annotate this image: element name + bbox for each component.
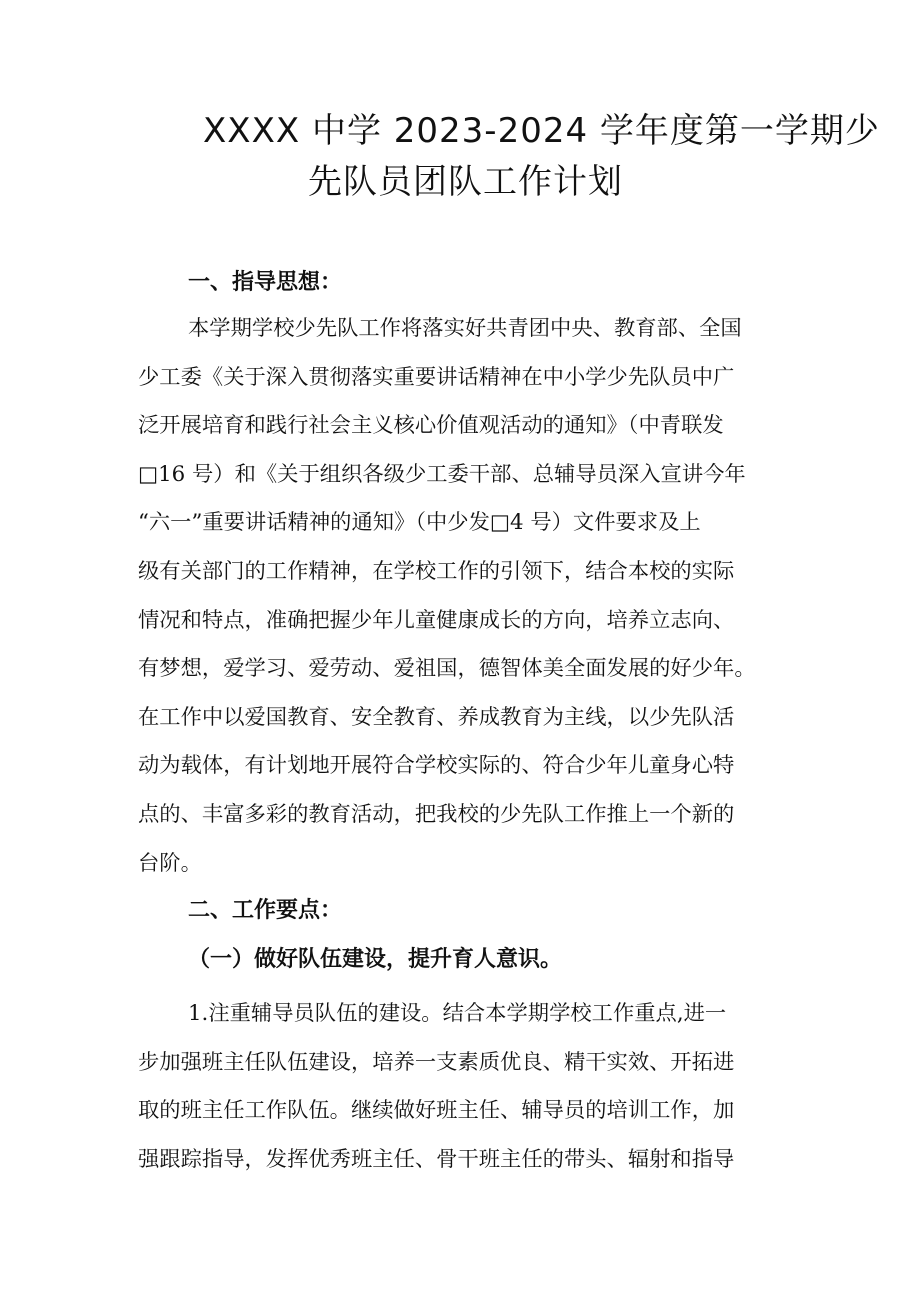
- paragraph-line: 少工委《关于深入贯彻落实重要讲话精神在中小学少先队员中广: [138, 364, 735, 390]
- paragraph-line: □16 号）和《关于组织各级少工委干部、总辅导员深入宣讲今年: [138, 461, 746, 487]
- paragraph-line: 有梦想，爱学习、爱劳动、爱祖国，德智体美全面发展的好少年。: [138, 656, 756, 682]
- paragraph-guiding-ideology: [138, 305, 798, 888]
- paragraph-line: 取的班主任工作队伍。继续做好班主任、辅导员的培训工作，加: [138, 1098, 735, 1124]
- paragraph-line: 1.注重辅导员队伍的建设。结合本学期学校工作重点,进一: [188, 1001, 727, 1026]
- paragraph-line: 强跟踪指导，发挥优秀班主任、骨干班主任的带头、辐射和指导: [138, 1146, 735, 1172]
- paragraph-line: 点的、丰富多彩的教育活动，把我校的少先队工作推上一个新的: [138, 801, 735, 827]
- paragraph-line: 动为载体，有计划地开展符合学校实际的、符合少年儿童身心特: [138, 753, 735, 779]
- document-title-line-1: XXXX 中学 2023-2024 学年度第一学期少: [203, 111, 880, 151]
- subsection-heading-team-building: （一）做好队伍建设，提升育人意识。: [188, 946, 563, 972]
- paragraph-line: 步加强班主任队伍建设，培养一支素质优良、精干实效、开拓进: [138, 1049, 735, 1075]
- section-heading-work-points: 二、工作要点：: [188, 898, 343, 923]
- paragraph-line: “六一”重要讲话精神的通知》（中少发□4 号）文件要求及上: [138, 510, 701, 536]
- paragraph-counselor-team: [138, 990, 798, 1184]
- paragraph-line: 台阶。: [138, 850, 202, 876]
- section-heading-guiding-ideology: 一、指导思想：: [188, 270, 343, 295]
- paragraph-line: 级有关部门的工作精神，在学校工作的引领下，结合本校的实际: [138, 558, 735, 584]
- paragraph-line: 本学期学校少先队工作将落实好共青团中央、教育部、全国: [188, 316, 742, 341]
- paragraph-line: 情况和特点，准确把握少年儿童健康成长的方向，培养立志向、: [138, 607, 735, 633]
- paragraph-line: 在工作中以爱国教育、安全教育、养成教育为主线，以少先队活: [138, 704, 735, 730]
- document-title-line-2: 先队员团队工作计划: [308, 162, 623, 202]
- paragraph-line: 泛开展培育和践行社会主义核心价值观活动的通知》（中青联发: [138, 413, 724, 439]
